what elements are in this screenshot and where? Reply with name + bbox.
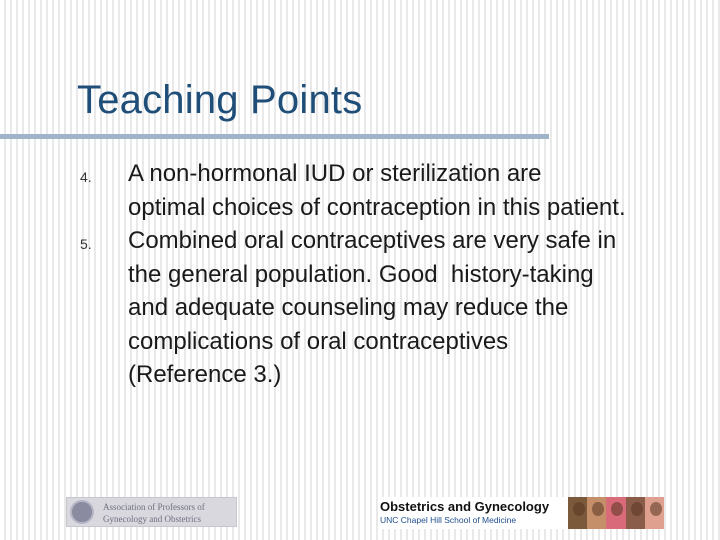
item-number: 5. xyxy=(80,236,92,252)
portrait-photo xyxy=(645,497,664,529)
apgo-line-2: Gynecology and Obstetrics xyxy=(103,514,201,524)
portrait-photo xyxy=(626,497,645,529)
item-text: Combined oral contraceptives are very safe in the general population. Good history-taking and adequate counseling may reduce the complications of oral contraceptives (Reference 3.) xyxy=(128,227,617,388)
apgo-seal-icon xyxy=(70,500,94,524)
obgyn-logo-subtitle: UNC Chapel Hill School of Medicine xyxy=(380,515,517,525)
title-underline xyxy=(0,134,549,139)
apgo-logo xyxy=(66,497,237,527)
slide-title: Teaching Points xyxy=(77,78,363,122)
apgo-logo-text xyxy=(103,501,237,525)
obgyn-logo-title: Obstetrics and Gynecology xyxy=(380,499,550,514)
item-text: A non-hormonal IUD or sterilization are optimal choices of contraception in this patient. xyxy=(128,160,626,221)
portrait-photo xyxy=(568,497,587,529)
list-item xyxy=(80,157,710,224)
teaching-points-list xyxy=(80,157,710,392)
list-item xyxy=(80,224,710,392)
portrait-photo xyxy=(606,497,625,529)
photo-strip xyxy=(568,497,664,529)
unc-obgyn-logo xyxy=(380,497,664,529)
portrait-photo xyxy=(587,497,606,529)
apgo-line-1: Association of Professors of xyxy=(103,502,205,512)
item-number: 4. xyxy=(80,169,92,185)
